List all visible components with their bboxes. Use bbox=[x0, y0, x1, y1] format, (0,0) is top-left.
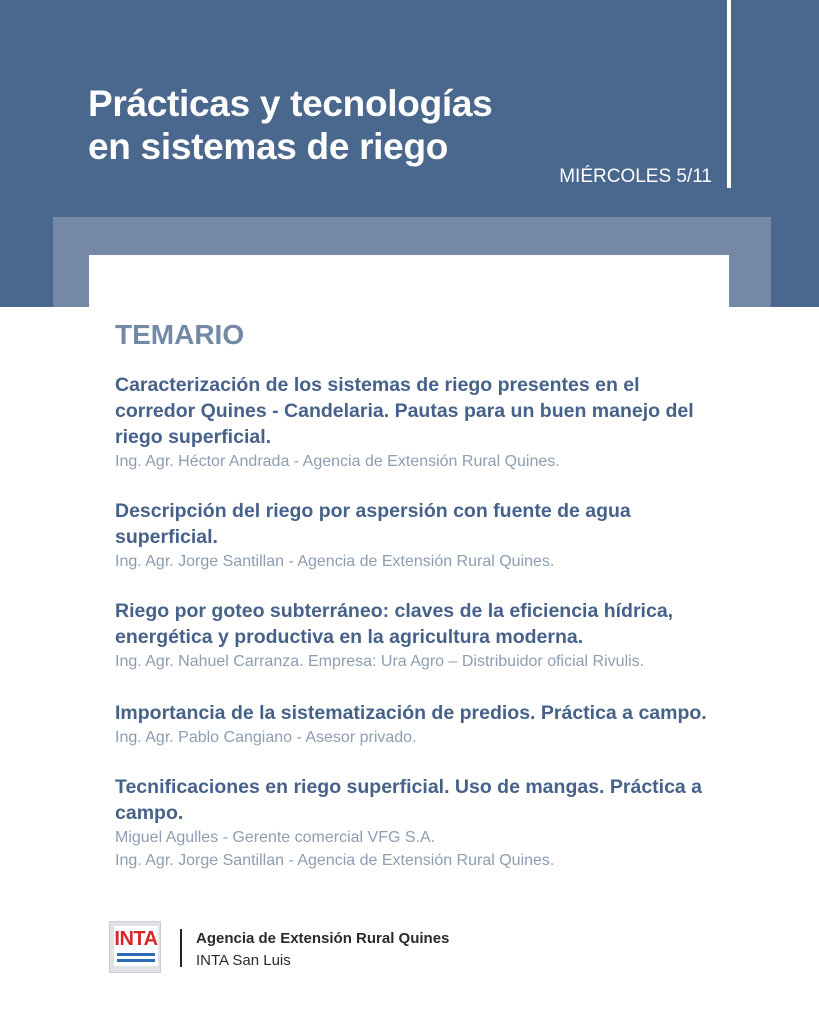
agenda-item-speaker: Ing. Agr. Jorge Santillan - Agencia de Extensión Rural Quines. bbox=[115, 553, 555, 570]
agenda-item-speaker: Miguel Agulles - Gerente comercial VFG S.A. bbox=[115, 829, 436, 846]
logo-box bbox=[114, 926, 158, 966]
inta-logo-icon bbox=[109, 921, 161, 973]
logo-stripe bbox=[117, 959, 155, 962]
logo-stripe bbox=[117, 953, 155, 956]
agenda-item-title-line: Descripción del riego por aspersión con fuente de agua bbox=[115, 500, 631, 522]
agenda-item-title-line: energética y productiva en la agricultura moderna. bbox=[115, 626, 584, 648]
agenda-heading: TEMARIO bbox=[115, 319, 245, 350]
agenda-item-speaker: Ing. Agr. Héctor Andrada - Agencia de Extensión Rural Quines. bbox=[115, 453, 560, 470]
agenda-item-speaker: Ing. Agr. Jorge Santillan - Agencia de Extensión Rural Quines. bbox=[115, 852, 555, 869]
agenda-item-title-line: Tecnificaciones en riego superficial. Uso de mangas. Práctica a bbox=[115, 776, 703, 798]
page-title-line-2: en sistemas de riego bbox=[88, 126, 449, 167]
agenda-item bbox=[115, 372, 735, 473]
agenda-item bbox=[115, 498, 735, 573]
agenda-item-title bbox=[115, 372, 735, 450]
agenda-item bbox=[115, 598, 735, 673]
header-divider-line bbox=[727, 0, 731, 188]
agenda-item-title bbox=[115, 700, 735, 726]
agenda-item-title-line: campo. bbox=[115, 802, 184, 824]
agenda-item-title-line: corredor Quines - Candelaria. Pautas para un buen manejo del bbox=[115, 400, 694, 422]
footer-org-sub: INTA San Luis bbox=[196, 952, 291, 969]
footer-separator bbox=[180, 929, 182, 967]
agenda-item-title-line: Caracterización de los sistemas de riego presentes en el bbox=[115, 374, 640, 396]
footer-org-name: Agencia de Extensión Rural Quines bbox=[196, 930, 450, 947]
agenda-item-title-line: Riego por goteo subterráneo: claves de la eficiencia hídrica, bbox=[115, 600, 674, 622]
agenda-item-title bbox=[115, 498, 735, 550]
content-card-top bbox=[89, 255, 729, 315]
event-date: MIÉRCOLES 5/11 bbox=[559, 166, 712, 187]
agenda-item-speaker: Ing. Agr. Pablo Cangiano - Asesor privado. bbox=[115, 729, 417, 746]
agenda-item-title-line: superficial. bbox=[115, 526, 218, 548]
agenda-item-title-line: riego superficial. bbox=[115, 426, 272, 448]
agenda-item-title bbox=[115, 598, 735, 650]
agenda-item-speaker: Ing. Agr. Nahuel Carranza. Empresa: Ura Agro – Distribuidor oficial Rivulis. bbox=[115, 653, 645, 670]
agenda-item-title-line: Importancia de la sistematización de predios. Práctica a campo. bbox=[115, 702, 707, 724]
page-title bbox=[88, 82, 492, 168]
agenda-item bbox=[115, 700, 735, 749]
page-title-line-1: Prácticas y tecnologías bbox=[88, 83, 493, 124]
logo-text: INTA bbox=[114, 928, 158, 950]
agenda-item-title bbox=[115, 774, 735, 826]
agenda-item bbox=[115, 774, 735, 872]
